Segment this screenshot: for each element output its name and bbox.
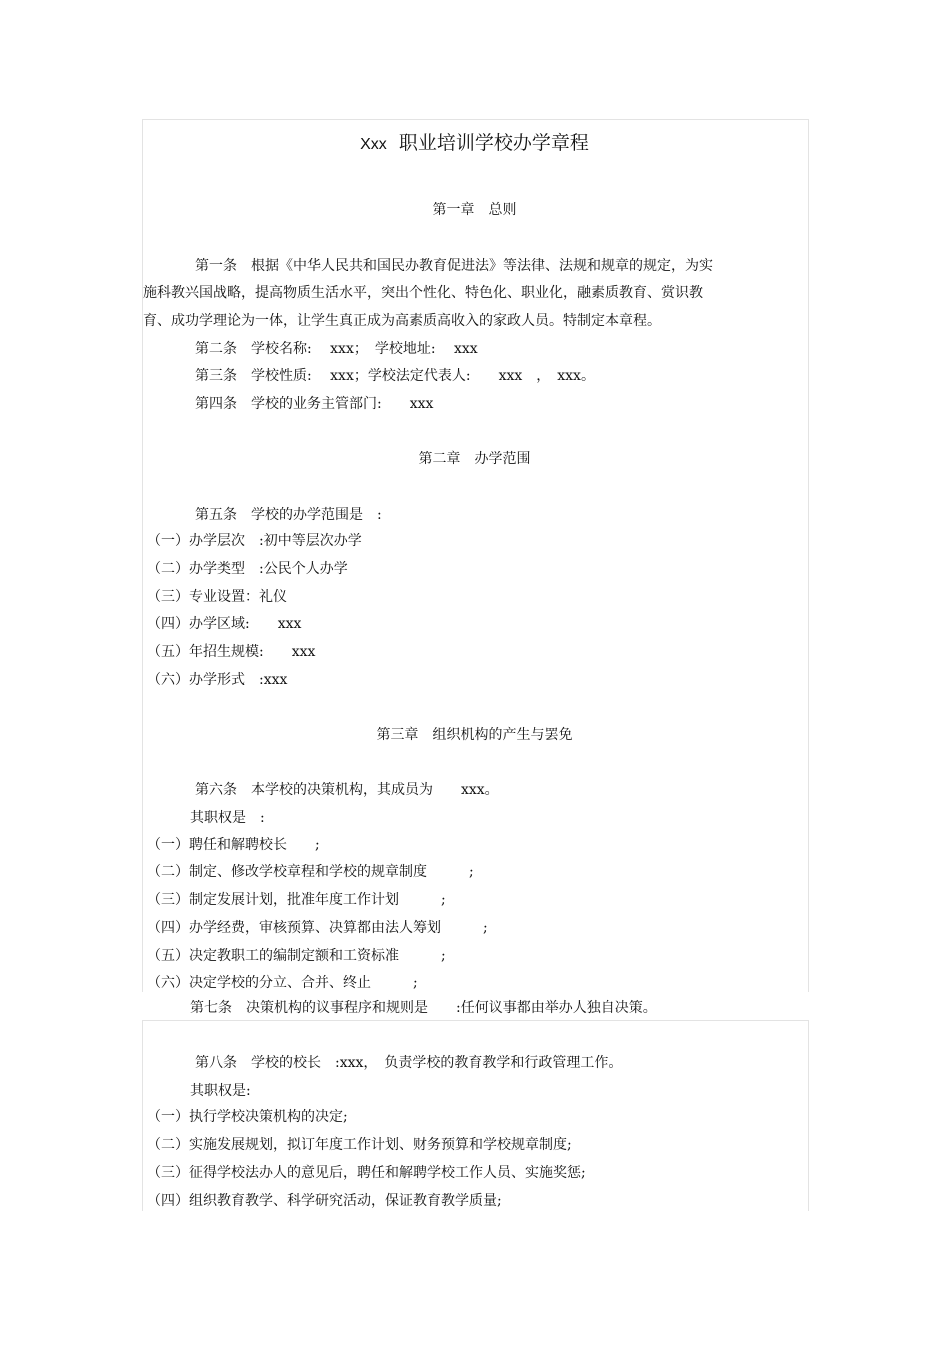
list-item: （二）实施发展规划，拟订年度工作计划、财务预算和学校规章制度;	[147, 1137, 572, 1153]
list-item: （二）制定、修改学校章程和学校的规章制度 ;	[147, 864, 474, 880]
list-item: （五）决定教职工的编制定额和工资标准 ;	[147, 948, 446, 964]
list-item: （四）组织教育教学、科学研究活动，保证教育教学质量;	[147, 1193, 502, 1209]
list-item: （三）专业设置：礼仪	[147, 589, 287, 605]
article-line: 第五条 学校的办学范围是 :	[195, 507, 382, 523]
title-main: 职业培训学校办学章程	[398, 132, 589, 154]
article-line: 第七条 决策机构的议事程序和规则是 :任何议事都由举办人独自决策。	[190, 1000, 657, 1016]
list-item: （一）执行学校决策机构的决定;	[147, 1109, 348, 1125]
list-item: （一）办学层次 :初中等层次办学	[147, 533, 362, 549]
list-item: （五）年招生规模: xxx	[147, 644, 316, 660]
list-item: （三）征得学校法办人的意见后，聘任和解聘学校工作人员、实施奖惩;	[147, 1165, 586, 1181]
list-item: （一）聘任和解聘校长 ;	[147, 837, 320, 853]
chapter-heading: 第三章 组织机构的产生与罢免	[376, 727, 573, 743]
list-item: （二）办学类型 :公民个人办学	[147, 561, 348, 577]
list-item: （三）制定发展计划，批准年度工作计划 ;	[147, 892, 446, 908]
article-line: 第四条 学校的业务主管部门: xxx	[195, 396, 434, 412]
article-line: 第八条 学校的校长 :xxx， 负责学校的教育教学和行政管理工作。	[195, 1055, 623, 1071]
list-item: （六）办学形式 :xxx	[147, 672, 288, 688]
article-line: 第一条 根据《中华人民共和国民办教育促进法》等法律、法规和规章的规定，为实	[195, 258, 713, 274]
list-item: （四）办学经费，审核预算、决算都由法人筹划 ;	[147, 920, 488, 936]
list-item: （四）办学区域: xxx	[147, 616, 302, 632]
article-line: 其职权是 :	[190, 810, 265, 826]
article-line: 育、成功学理论为一体，让学生真正成为高素质高收入的家政人员。特制定本章程。	[143, 313, 661, 329]
chapter-heading: 第二章 办学范围	[418, 451, 531, 467]
article-line: 其职权是:	[190, 1083, 251, 1099]
title-prefix: Xxx	[360, 136, 387, 153]
list-item: （六）决定学校的分立、合并、终止 ;	[147, 975, 418, 991]
document-title	[142, 130, 807, 158]
article-line: 第三条 学校性质: xxx；学校法定代表人: xxx ， xxx。	[195, 368, 595, 384]
article-line: 第二条 学校名称: xxx； 学校地址: xxx	[195, 341, 478, 357]
article-line: 第六条 本学校的决策机构，其成员为 xxx。	[195, 782, 499, 798]
article-line: 施科教兴国战略，提高物质生活水平，突出个性化、特色化、职业化，融素质教育、赏识教	[143, 285, 703, 301]
chapter-heading: 第一章 总则	[432, 202, 517, 218]
